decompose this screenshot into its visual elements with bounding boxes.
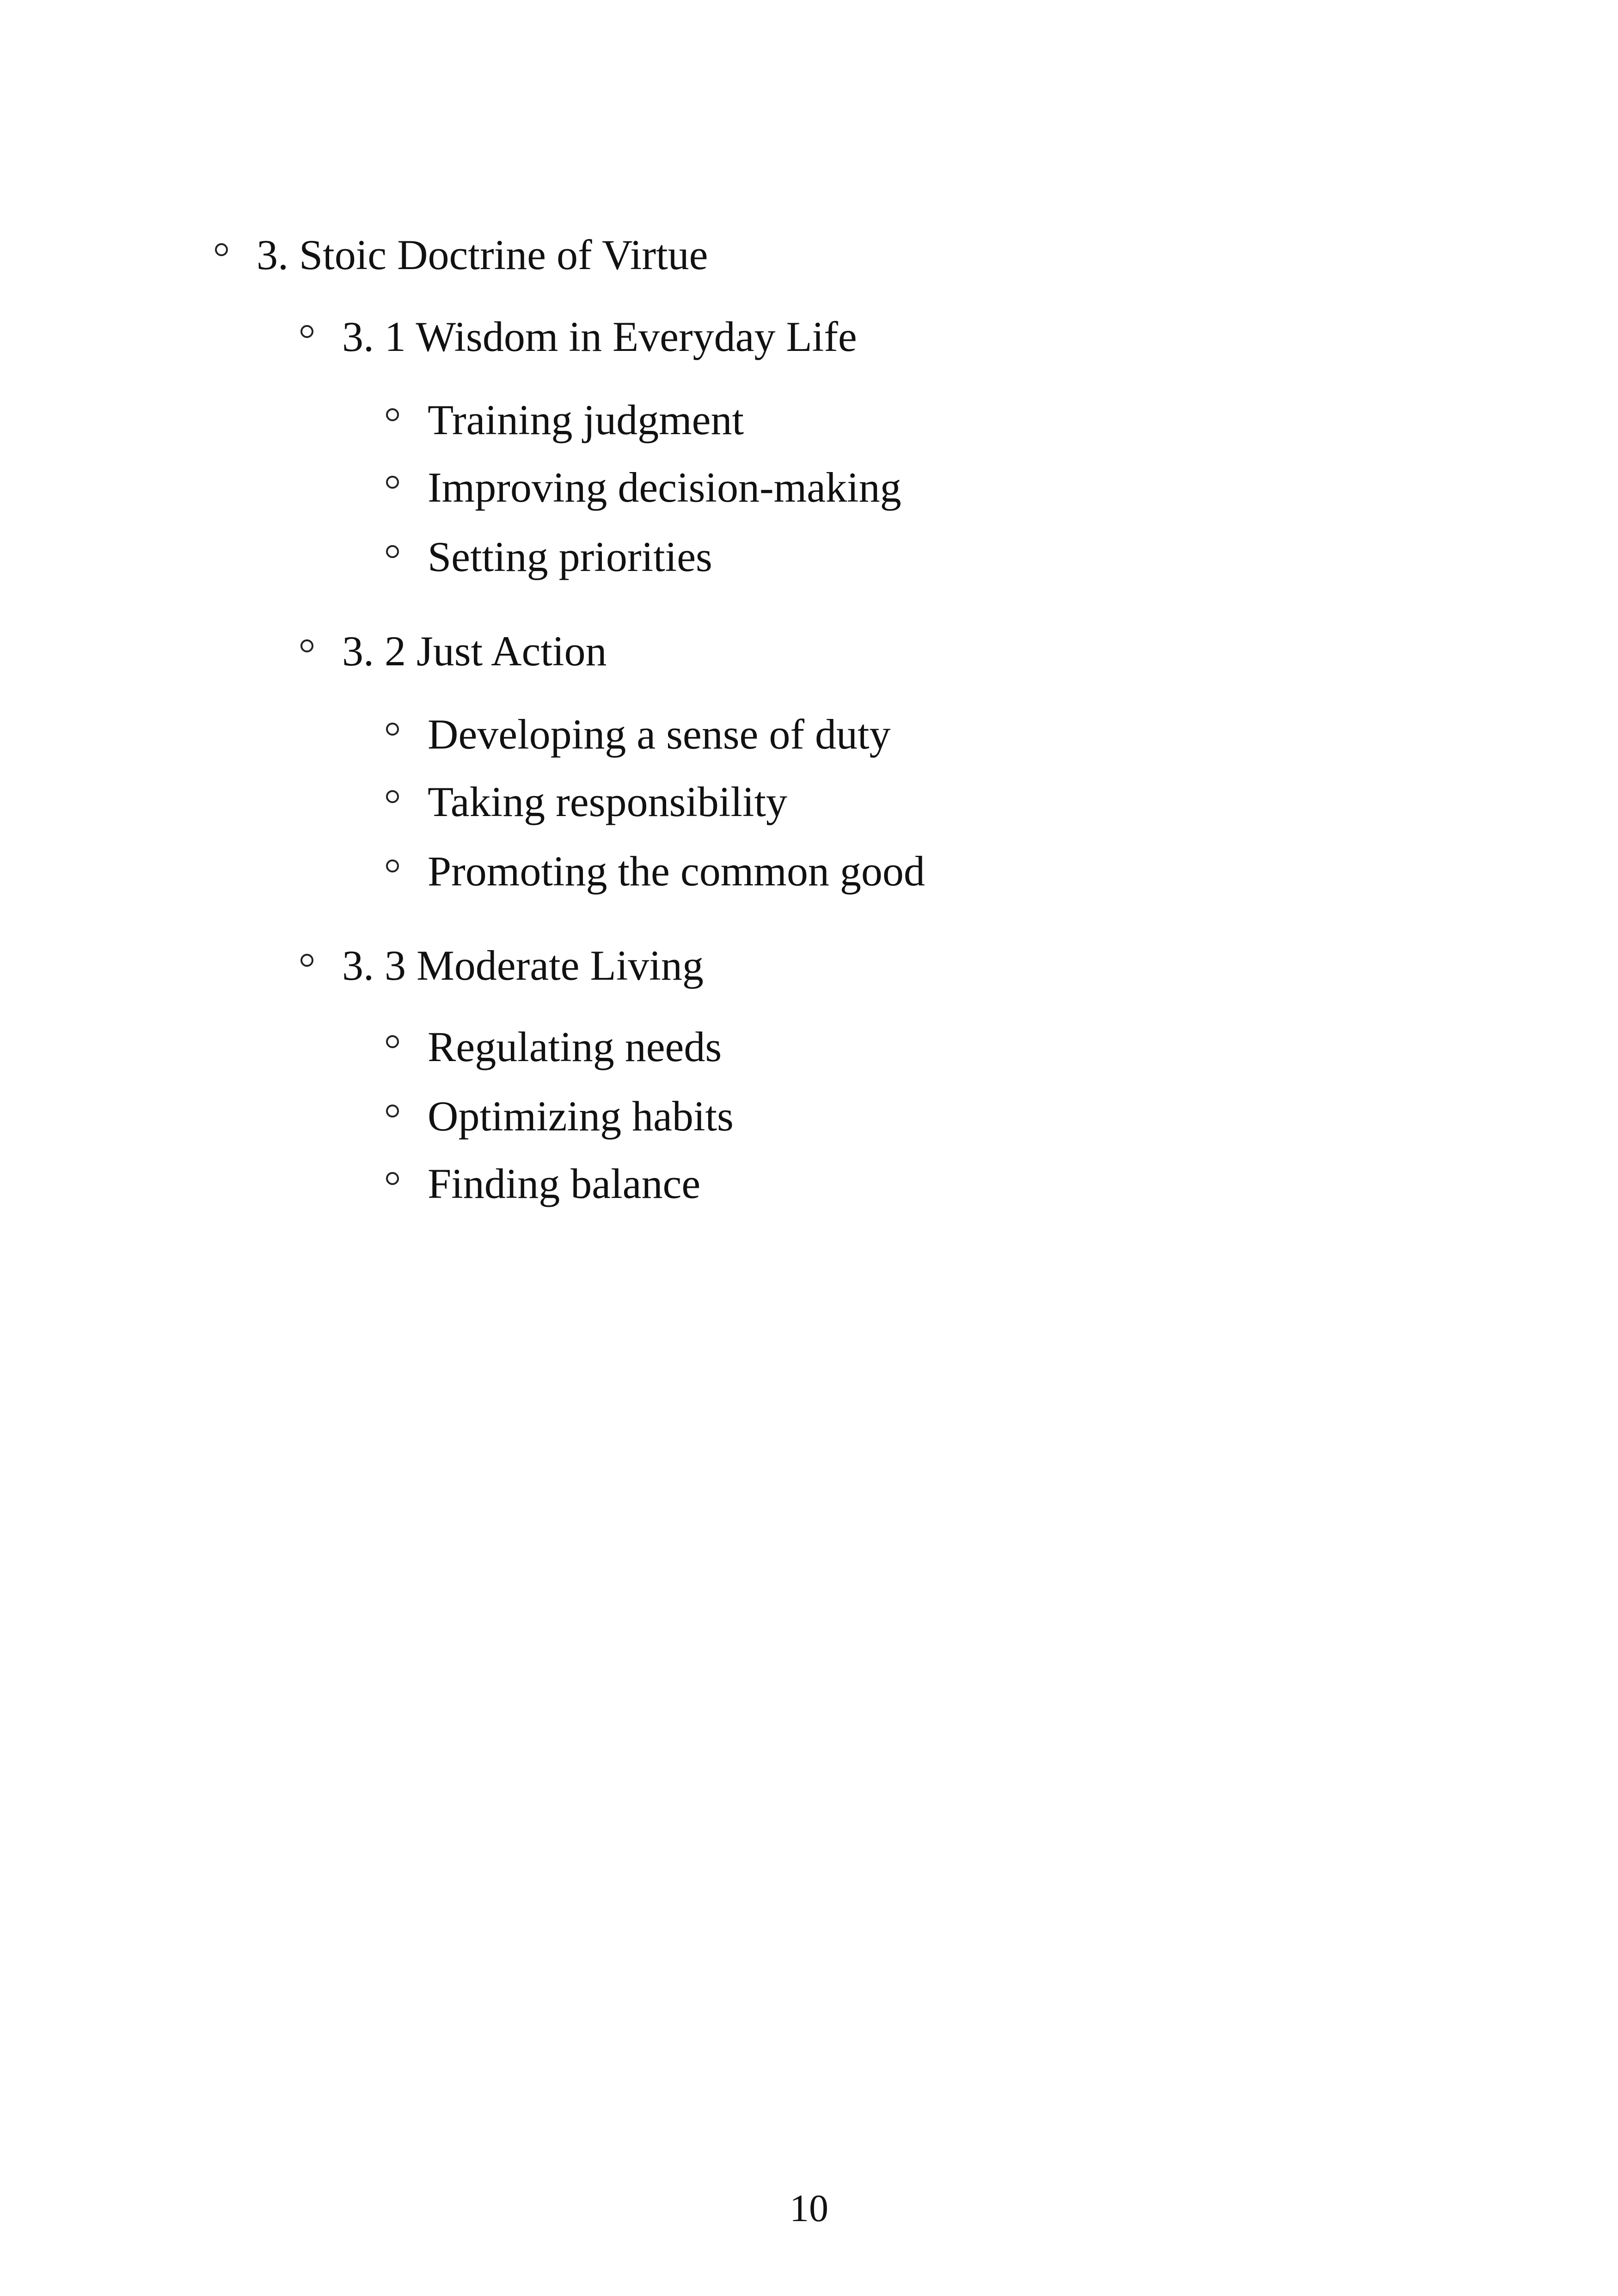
list-item-label: Promoting the common good [428, 847, 925, 895]
circle-bullet-icon [386, 1035, 399, 1048]
circle-bullet-icon [386, 1172, 399, 1185]
list-item-label: Setting priorities [428, 533, 712, 580]
list-item-label: Finding balance [428, 1160, 701, 1207]
list-item-label: Optimizing habits [428, 1093, 734, 1140]
circle-bullet-icon [300, 325, 313, 338]
circle-bullet-icon [386, 408, 399, 421]
section-title: 3. Stoic Doctrine of Virtue [257, 231, 708, 278]
circle-bullet-icon [386, 723, 399, 736]
page-number: 10 [790, 2187, 828, 2230]
circle-bullet-icon [386, 476, 399, 489]
list-item-label: Regulating needs [428, 1023, 722, 1070]
subsection-title: 3. 1 Wisdom in Everyday Life [342, 313, 857, 360]
circle-bullet-icon [386, 1105, 399, 1117]
circle-bullet-icon [215, 243, 228, 256]
circle-bullet-icon [300, 954, 313, 967]
list-item-label: Taking responsibility [428, 778, 788, 825]
subsection-title: 3. 2 Just Action [342, 627, 607, 675]
circle-bullet-icon [386, 545, 399, 558]
circle-bullet-icon [386, 859, 399, 872]
subsection-title: 3. 3 Moderate Living [342, 942, 704, 989]
circle-bullet-icon [300, 639, 313, 652]
list-item-label: Training judgment [428, 396, 744, 443]
circle-bullet-icon [386, 790, 399, 803]
list-item-label: Developing a sense of duty [428, 711, 891, 758]
list-item-label: Improving decision-making [428, 464, 901, 511]
